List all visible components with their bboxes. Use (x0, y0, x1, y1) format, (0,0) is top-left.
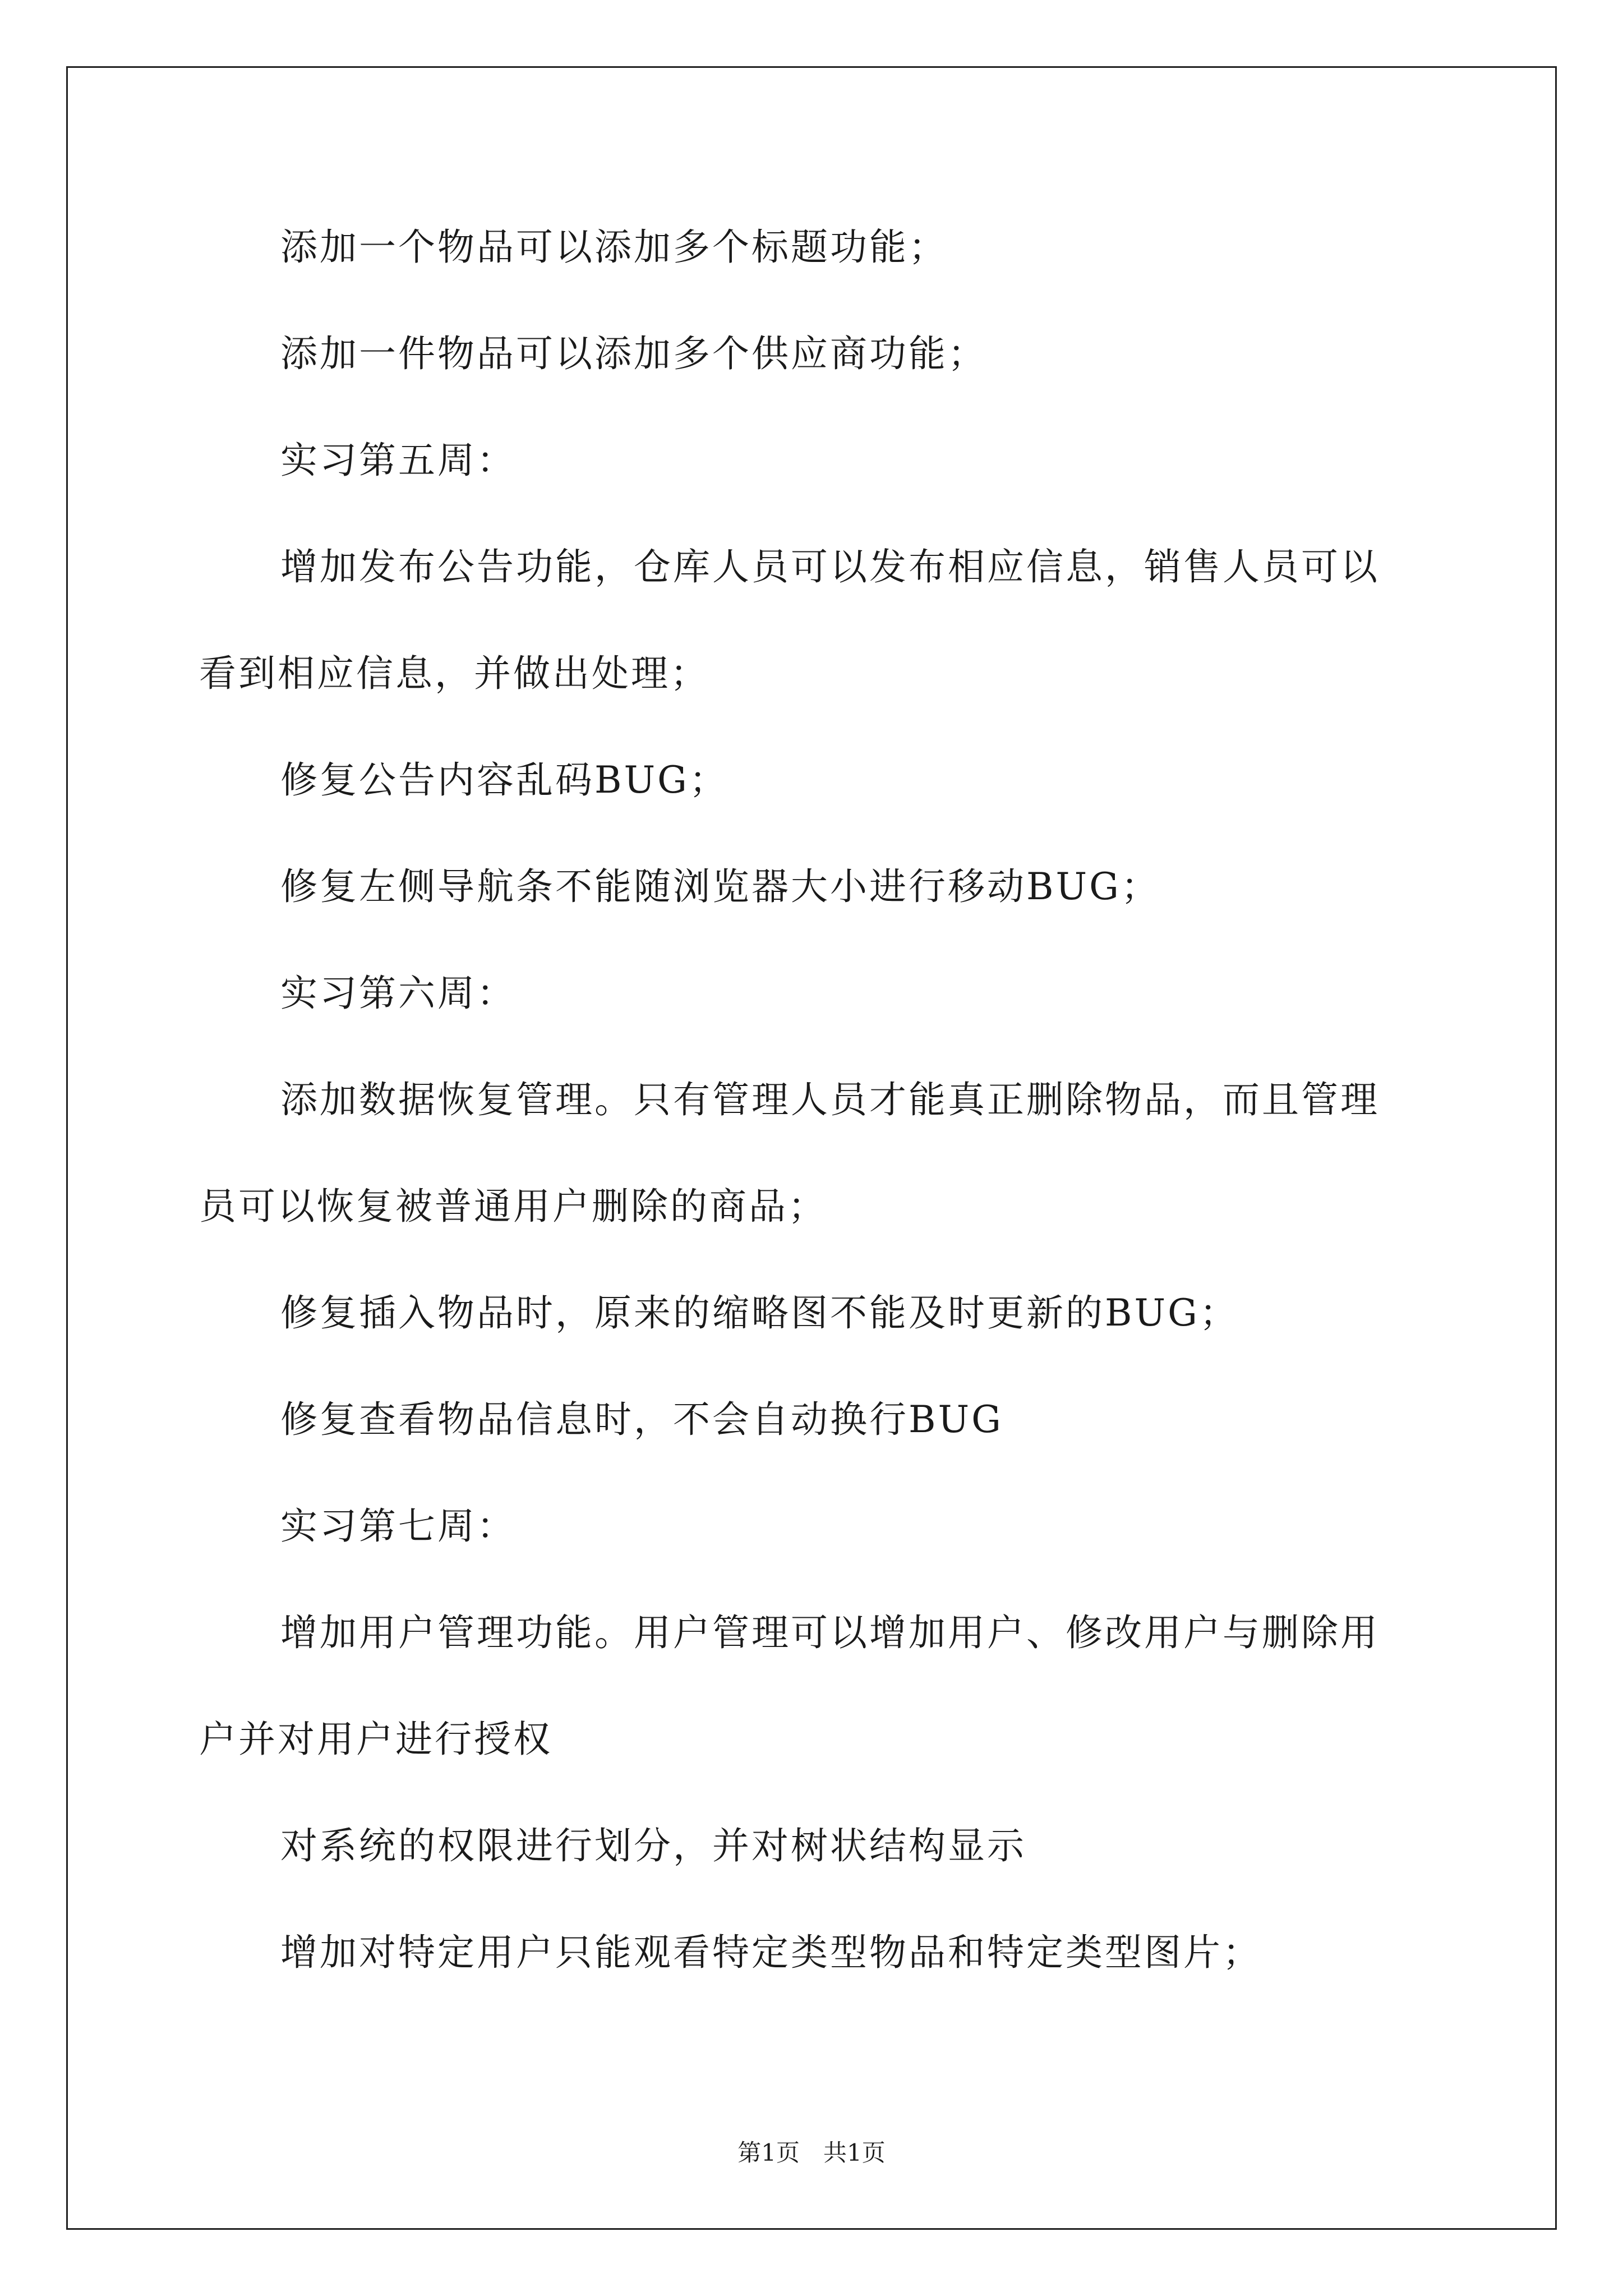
paragraph-line: 添加一件物品可以添加多个供应商功能； (280, 332, 987, 375)
page-footer: 第1页 共1页 (737, 2139, 886, 2166)
paragraph-line: 修复公告内容乱码BUG； (280, 758, 728, 802)
paragraph-line: 增加发布公告功能，仓库人员可以发布相应信息，销售人员可以 (280, 545, 1380, 588)
paragraph-line: 增加对特定用户只能观看特定类型物品和特定类型图片； (280, 1931, 1262, 1974)
page-border (66, 66, 1557, 2230)
paragraph-line: 修复左侧导航条不能随浏览器大小进行移动BUG； (280, 865, 1160, 908)
section-heading: 实习第六周： (280, 972, 516, 1015)
paragraph-line: 看到相应信息，并做出处理； (199, 652, 709, 695)
paragraph-line: 户并对用户进行授权 (199, 1718, 552, 1761)
section-heading: 实习第七周： (280, 1504, 516, 1548)
paragraph-line: 增加用户管理功能。用户管理可以增加用户、修改用户与删除用 (280, 1611, 1380, 1654)
paragraph-line: 添加一个物品可以添加多个标题功能； (280, 226, 948, 269)
paragraph-line: 添加数据恢复管理。只有管理人员才能真正删除物品，而且管理 (280, 1078, 1380, 1121)
paragraph-line: 对系统的权限进行划分，并对树状结构显示 (280, 1824, 1026, 1867)
section-heading: 实习第五周： (280, 439, 516, 482)
paragraph-line: 修复插入物品时，原来的缩略图不能及时更新的BUG； (280, 1291, 1239, 1335)
paragraph-line: 员可以恢复被普通用户删除的商品； (199, 1185, 827, 1228)
paragraph-line: 修复查看物品信息时，不会自动换行BUG (280, 1398, 1003, 1441)
